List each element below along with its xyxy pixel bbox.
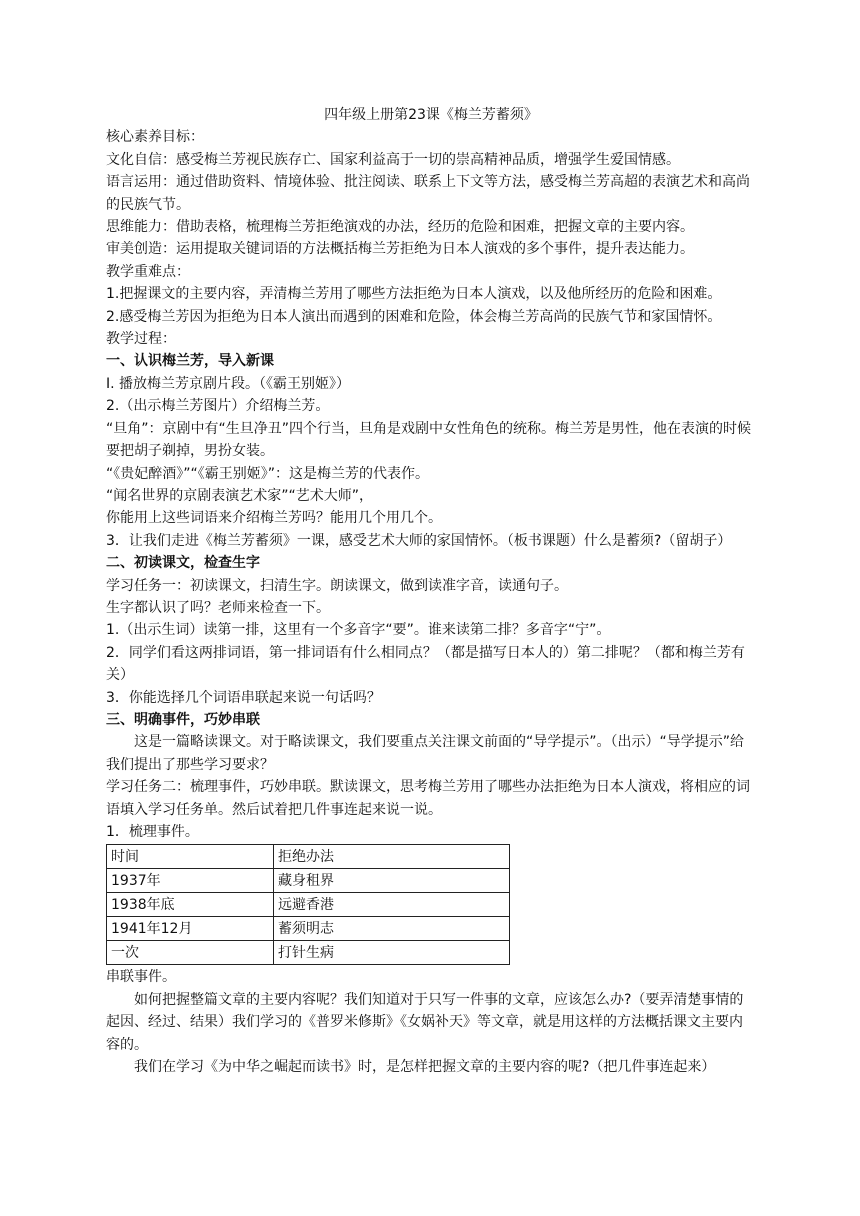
table-cell: 打针生病 — [274, 941, 510, 965]
paragraph: “旦角”：京剧中有“生旦净丑”四个行当，旦角是戏剧中女性角色的统称。梅兰芳是男性，他在表演的时候要把胡子剃掉，男扮女装。 — [106, 420, 752, 460]
table-row — [107, 893, 510, 917]
paragraph: 2．同学们看这两排词语，第一排词语有什么相同点？（都是描写日本人的）第二排呢？（都和梅兰芳有关） — [106, 644, 745, 684]
goal-language: 语言运用：通过借助资料、情境体验、批注阅读、联系上下文等方法，感受梅兰芳高超的表演艺术和高尚的民族气节。 — [106, 174, 750, 213]
table-header-cell: 拒绝办法 — [274, 845, 510, 869]
paragraph: 串联事件。 — [106, 969, 176, 986]
paragraph: 我们在学习《为中华之崛起而读书》时，是怎样把握文章的主要内容的呢?（把几件事连起来） — [134, 1059, 716, 1076]
paragraph: 1.（出示生词）读第一排，这里有一个多音字“要”。谁来读第二排？多音字“宁”。 — [106, 622, 611, 639]
goal-aesthetic: 审美创造：运用提取关键词语的方法概括梅兰芳拒绝为日本人演戏的多个事件，提升表达能力。 — [106, 241, 694, 258]
document-body — [106, 104, 756, 1078]
table-cell: 远避香港 — [274, 893, 510, 917]
paragraph: 如何把握整篇文章的主要内容呢？我们知道对于只写一件事的文章，应该怎么办?（要弄清楚事情的起因、经过、结果）我们学习的《普罗米修斯》《女娲补天》等文章，就是用这样的方法概括课文主要内容的。 — [106, 991, 744, 1053]
paragraph: 这是一篇略读课文。对于略读课文，我们要重点关注课文前面的“导学提示”。（出示）“导学提示”给我们提出了那些学习要求？ — [106, 734, 745, 773]
key-point: 1.把握课文的主要内容，弄清梅兰芳用了哪些方法拒绝为日本人演戏，以及他所经历的危险和困难。 — [106, 286, 722, 303]
paragraph: 1．梳理事件。 — [106, 824, 199, 840]
document-title: 四年级上册第23课《梅兰芳蓄须》 — [324, 107, 538, 123]
table-cell: 1941年12月 — [107, 917, 274, 941]
table-cell: 1938年底 — [107, 893, 274, 917]
events-table — [106, 844, 510, 965]
table-row — [107, 917, 510, 941]
paragraph: 3．你能选择几个词语串联起来说一句话吗？ — [106, 689, 381, 706]
table-header-row — [107, 845, 510, 869]
paragraph: I. 播放梅兰芳京剧片段。（《霸王别姬》） — [106, 375, 351, 392]
table-cell: 藏身租界 — [274, 869, 510, 893]
goal-culture: 文化自信：感受梅兰芳视民族存亡、国家利益高于一切的崇高精神品质，增强学生爱国情感。 — [106, 151, 680, 168]
paragraph: 学习任务一：初读课文，扫清生字。朗读课文，做到读准字音，读通句子。 — [106, 577, 568, 594]
paragraph: 学习任务二：梳理事件，巧妙串联。默读课文，思考梅兰芳用了哪些办法拒绝为日本人演戏，将相应的词语填入学习任务单。然后试着把几件事连起来说一说。 — [106, 779, 750, 818]
goals-heading: 核心素养目标： — [106, 129, 204, 146]
paragraph: 你能用上这些词语来介绍梅兰芳吗？能用几个用几个。 — [106, 510, 442, 527]
paragraph: 生字都认识了吗？老师来检查一下。 — [106, 599, 330, 616]
paragraph: “《贵妃醉酒》”“《霸王别姬》”：这是梅兰芳的代表作。 — [106, 465, 430, 482]
paragraph: “闻名世界的京剧表演艺术家”“艺术大师”， — [106, 487, 374, 504]
table-cell: 1937年 — [107, 869, 274, 893]
process-heading: 教学过程： — [106, 331, 176, 348]
goal-thinking: 思维能力：借助表格，梳理梅兰芳拒绝演戏的办法，经历的危险和困难，把握文章的主要内容。 — [106, 219, 694, 236]
table-cell: 一次 — [107, 941, 274, 965]
section-heading: 一、认识梅兰芳，导入新课 — [106, 353, 274, 370]
section-heading: 二、初读课文，检查生字 — [106, 555, 260, 572]
key-points-heading: 教学重难点： — [106, 263, 190, 280]
table-row — [107, 869, 510, 893]
table-row — [107, 941, 510, 965]
paragraph: 2.（出示梅兰芳图片）介绍梅兰芳。 — [106, 398, 330, 415]
section-heading: 三、明确事件，巧妙串联 — [106, 711, 260, 728]
key-point: 2.感受梅兰芳因为拒绝为日本人演出而遇到的困难和危险，体会梅兰芳高尚的民族气节和家国情怀。 — [106, 308, 722, 325]
table-header-cell: 时间 — [107, 845, 274, 869]
paragraph: 3．让我们走进《梅兰芳蓄须》一课，感受艺术大师的家国情怀。（板书课题）什么是蓄须?（留胡子） — [106, 532, 732, 549]
table-cell: 蓄须明志 — [274, 917, 510, 941]
